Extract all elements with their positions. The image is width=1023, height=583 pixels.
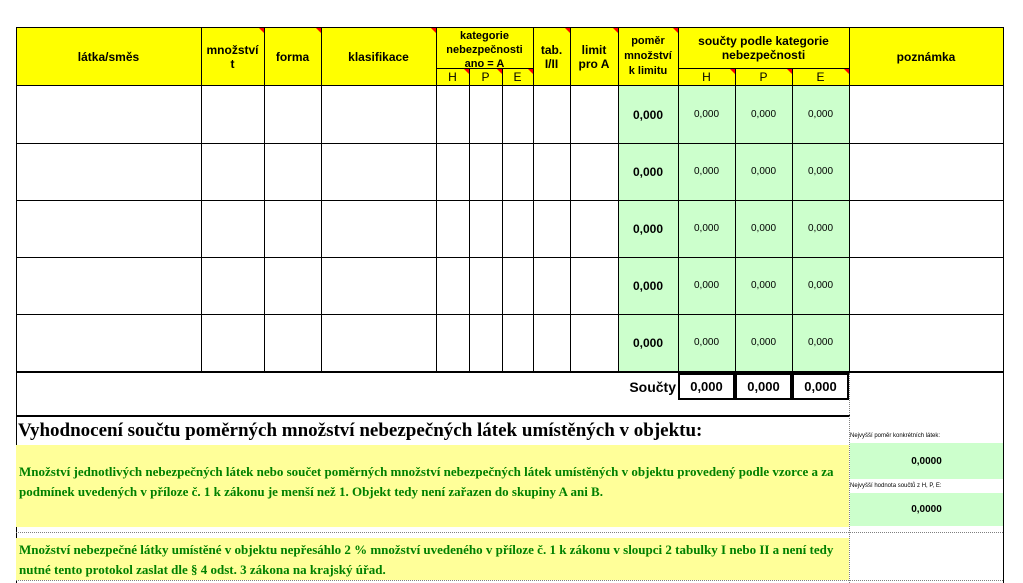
row-p-value: 0,000 <box>750 337 777 348</box>
grid-line <box>321 27 322 373</box>
side-value-max-sum: 0,0000 <box>850 493 1003 526</box>
row-e-value: 0,000 <box>807 280 834 291</box>
row-p-value: 0,000 <box>750 223 777 234</box>
row-e-value: 0,000 <box>807 223 834 234</box>
row-e-value: 0,000 <box>807 109 834 120</box>
side-label-max-ratio: Nejvyšší poměr konkrétních látek: <box>850 433 941 439</box>
header-soucty-p: P <box>735 69 792 85</box>
row-p-value: 0,000 <box>750 109 777 120</box>
grid-line <box>16 27 17 373</box>
grid-line <box>792 68 793 373</box>
row-h-value: 0,000 <box>693 223 720 234</box>
grid-line <box>735 68 736 373</box>
header-tab: tab. I/II <box>533 28 570 85</box>
row-p-value: 0,000 <box>750 166 777 177</box>
header-poznamka: poznámka <box>849 28 1003 85</box>
header-klasifikace: klasifikace <box>321 28 436 85</box>
row-pomer-value: 0,000 <box>632 335 664 350</box>
grid-line <box>16 257 1004 258</box>
grid-line <box>436 27 437 373</box>
header-latka: látka/směs <box>16 28 201 85</box>
grid-line <box>16 27 1004 28</box>
row-h-value: 0,000 <box>693 280 720 291</box>
row-e-value: 0,000 <box>807 166 834 177</box>
totals-e: 0,000 <box>792 373 849 400</box>
header-kategorie: kategorie nebezpečnosti ano = A <box>436 28 533 68</box>
row-pomer-value: 0,000 <box>632 278 664 293</box>
header-forma: forma <box>264 28 321 85</box>
header-kat-e: E <box>502 69 533 85</box>
evaluation-title-bar <box>16 415 850 417</box>
header-limit: limit pro A <box>570 28 618 85</box>
grid-line <box>1003 27 1004 583</box>
totals-label: Součty <box>629 379 676 395</box>
header-pomer: poměr množství k limitu <box>618 28 678 85</box>
row-pomer-value: 0,000 <box>632 107 664 122</box>
grid-line <box>436 68 533 69</box>
totals-h: 0,000 <box>678 373 735 400</box>
header-kat-h: H <box>436 69 469 85</box>
dotted-line <box>16 580 1003 581</box>
grid-line <box>678 68 849 69</box>
header-kat-p: P <box>469 69 502 85</box>
grid-line <box>16 200 1004 201</box>
grid-line <box>16 143 1004 144</box>
row-pomer-value: 0,000 <box>632 221 664 236</box>
grid-line <box>16 85 1004 86</box>
side-label-max-sum: Nejvyšší hodnota součtů z H, P, E: <box>850 483 942 489</box>
grid-line <box>502 68 503 373</box>
grid-line <box>264 27 265 373</box>
grid-line <box>16 314 1004 315</box>
evaluation-title: Vyhodnocení součtu poměrných množství nebezpečných látek umístěných v objektu: <box>18 420 703 441</box>
grid-line <box>570 27 571 373</box>
row-h-value: 0,000 <box>693 166 720 177</box>
header-soucty-kategorie: součty podle kategorie nebezpečnosti <box>678 28 849 68</box>
header-mnozstvi: množství t <box>201 28 264 85</box>
side-value-max-ratio: 0,0000 <box>850 443 1003 479</box>
header-soucty-h: H <box>678 69 735 85</box>
grid-line <box>533 27 534 373</box>
row-h-value: 0,000 <box>693 109 720 120</box>
grid-line <box>849 27 850 373</box>
grid-line <box>618 27 619 373</box>
grid-line <box>16 371 1004 373</box>
row-e-value: 0,000 <box>807 337 834 348</box>
evaluation-text2: Množství nebezpečné látky umístěné v objektu nepřesáhlo 2 % množství uvedeného v příloze č. 1 k zákonu v sloupci 2 tabulky I nebo II a není tedy nutné tento protokol zaslat dle § 4 odst. 3 zákona na krajský úřad. <box>16 538 849 580</box>
row-pomer-value: 0,000 <box>632 164 664 179</box>
grid-line <box>678 27 679 373</box>
evaluation-text1: Množství jednotlivých nebezpečných látek nebo součet poměrných množství nebezpečných látek umístěných v objektu provedený podle vzorce a za podmínek uvedených v příloze č. 1 k zákonu je menší než 1. Objekt tedy není zařazen do skupiny A ani B. <box>16 445 849 527</box>
row-p-value: 0,000 <box>750 280 777 291</box>
row-h-value: 0,000 <box>693 337 720 348</box>
grid-line <box>201 27 202 373</box>
header-soucty-e: E <box>792 69 849 85</box>
dotted-line <box>16 532 1003 533</box>
grid-line <box>469 68 470 373</box>
totals-p: 0,000 <box>735 373 792 400</box>
